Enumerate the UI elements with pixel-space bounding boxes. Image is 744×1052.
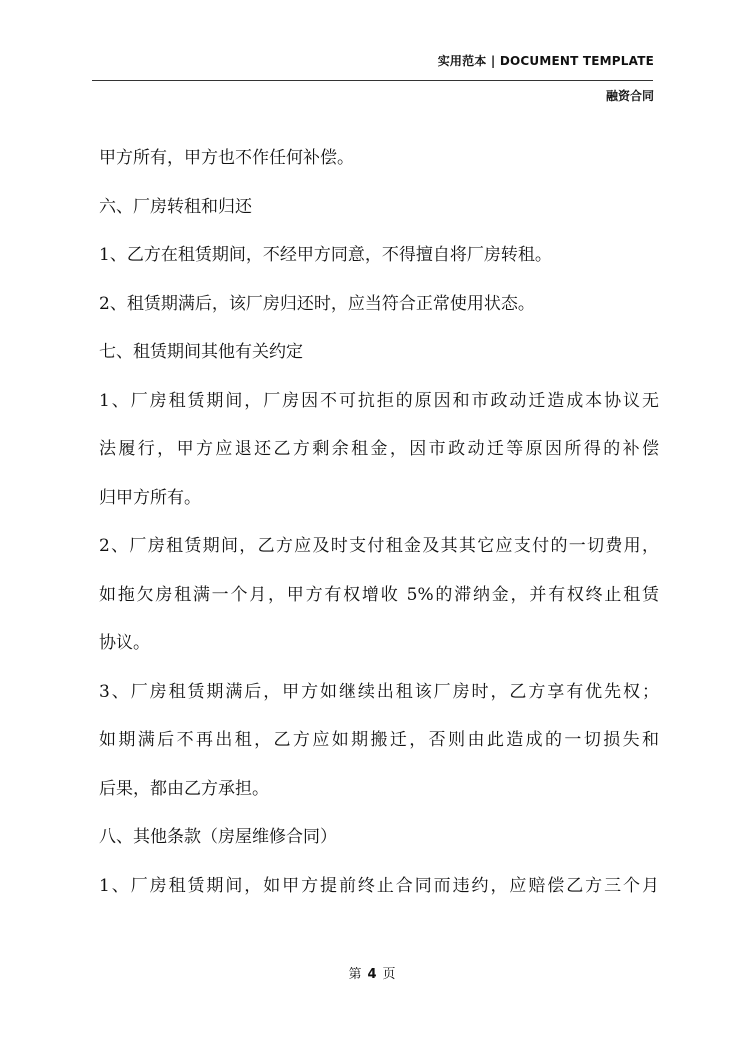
body-line: 协议。	[99, 633, 150, 653]
body-line: 如期满后不再出租，乙方应如期搬迁，否则由此造成的一切损失和	[99, 730, 659, 750]
body-line: 1、厂房租赁期间，如甲方提前终止合同而违约，应赔偿乙方三个月	[99, 875, 659, 896]
body-line: 1、厂房租赁期间，厂房因不可抗拒的原因和市政动迁造成本协议无	[99, 390, 659, 411]
body-line: 1、乙方在租赁期间，不经甲方同意，不得擅自将厂房转租。	[99, 245, 552, 265]
body-line: 后果，都由乙方承担。	[99, 778, 269, 799]
section-heading: 六、厂房转租和归还	[99, 196, 252, 217]
header-divider	[92, 80, 653, 81]
page-number: 4	[367, 967, 377, 982]
document-body	[99, 140, 659, 916]
body-line: 甲方所有，甲方也不作任何补偿。	[99, 148, 354, 168]
header-subtitle: 融资合同	[605, 89, 654, 103]
body-line: 2、厂房租赁期间，乙方应及时支付租金及其其它应支付的一切费用，	[99, 536, 659, 556]
section-heading: 七、租赁期间其他有关约定	[99, 342, 303, 362]
body-line: 法履行，甲方应退还乙方剩余租金，因市政动迁等原因所得的补偿	[99, 439, 659, 459]
body-line: 2、租赁期满后，该厂房归还时，应当符合正常使用状态。	[99, 293, 535, 314]
page-label-suffix: 页	[382, 967, 396, 982]
body-line: 归甲方所有。	[99, 487, 201, 508]
page-label-prefix: 第	[348, 967, 362, 982]
header-title: 实用范本 | DOCUMENT TEMPLATE	[437, 54, 654, 68]
body-line: 如拖欠房租满一个月，甲方有权增收 5%的滞纳金，并有权终止租赁	[99, 584, 659, 605]
body-line: 3、厂房租赁期满后，甲方如继续出租该厂房时，乙方享有优先权；	[99, 681, 659, 702]
page-footer	[0, 963, 744, 982]
section-heading: 八、其他条款（房屋维修合同）	[99, 827, 337, 847]
